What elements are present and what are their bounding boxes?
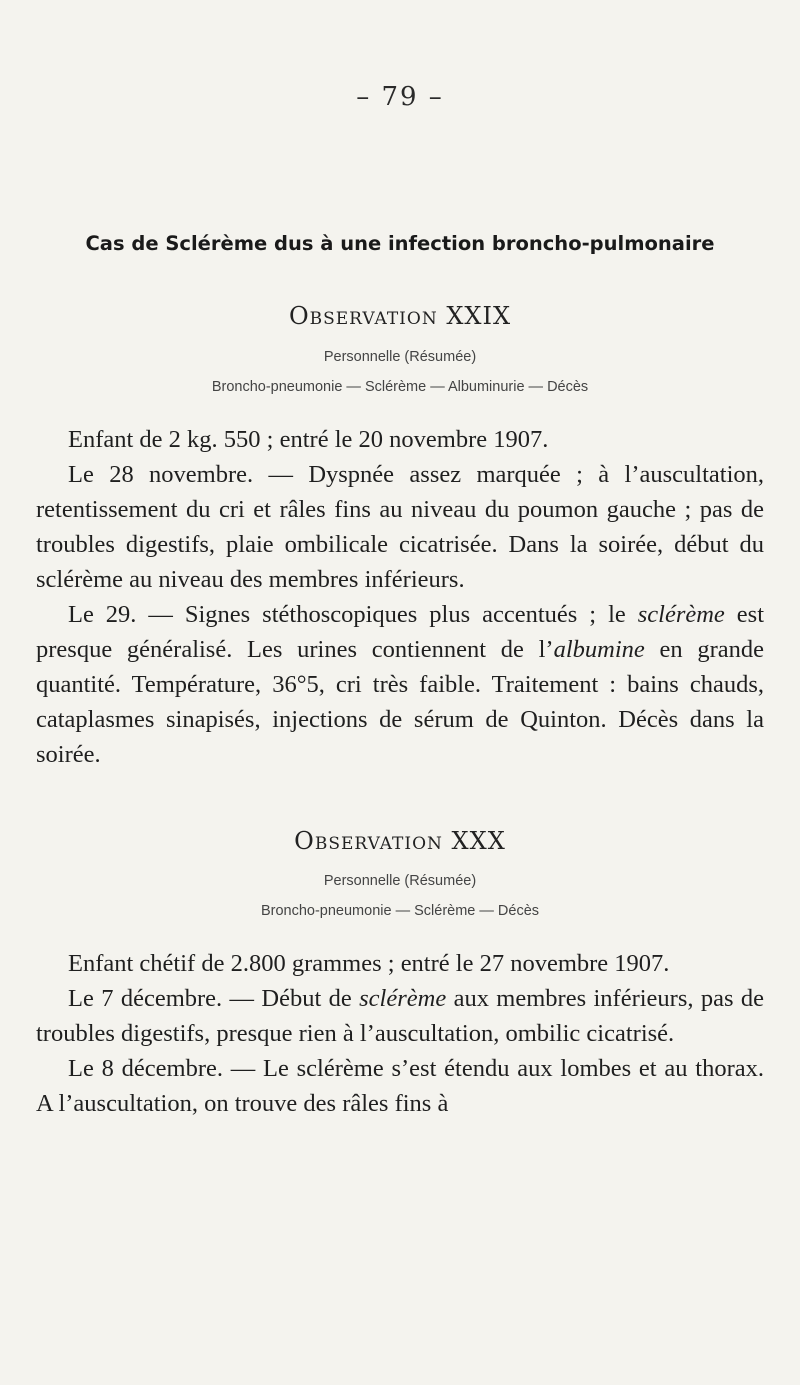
italic-term: sclérème xyxy=(359,985,447,1012)
observation-heading: Observation XXX xyxy=(294,827,506,855)
text-run: aux membres inférieurs, pas de troubles digestifs, presque rien à l’auscultation, ombilic cicatrisé. xyxy=(36,985,764,1047)
paragraph: Enfant de 2 kg. 550 ; entré le 20 novembre 1907. xyxy=(68,426,549,453)
paragraph xyxy=(36,597,764,772)
page-number: – 79 – xyxy=(356,82,444,112)
paragraph: Le 28 novembre. — Dyspnée assez marquée ; à l’auscultation, retentissement du cri et râles fins au niveau du poumon gauche ; pas de troubles digestifs, plaie ombilicale cicatrisée. Dans la soirée, début du sclérème au niveau des membres inférieurs. xyxy=(36,461,764,593)
observation-type: Personnelle (Résumée) xyxy=(323,349,477,365)
italic-term: albumine xyxy=(553,636,645,663)
observation-keywords: Broncho-pneumonie — Sclérème — Décès xyxy=(260,903,540,919)
observation-body xyxy=(36,422,764,772)
text-run: Le 29. — Signes stéthoscopiques plus accentués ; le xyxy=(68,601,638,628)
paragraph: Enfant chétif de 2.800 grammes ; entré le 27 novembre 1907. xyxy=(68,950,670,977)
paragraph xyxy=(36,981,764,1051)
text-run: est presque généralisé. Les urines contiennent de l’ xyxy=(36,601,764,663)
italic-term: sclérème xyxy=(637,601,725,628)
text-run: en grande quantité. Température, 36°5, cri très faible. Traitement : bains chauds, cataplasmes sinapisés, injections de sérum de Quinton. Décès dans la soirée. xyxy=(36,636,764,768)
text-run: Le 7 décembre. — Début de xyxy=(68,985,360,1012)
observation-keywords: Broncho-pneumonie — Sclérème — Albuminurie — Décès xyxy=(211,379,589,395)
observation-heading: Observation XXIX xyxy=(288,302,512,330)
section-title: Cas de Sclérème dus à une infection broncho-pulmonaire xyxy=(85,232,715,255)
paragraph: Le 8 décembre. — Le sclérème s’est étendu aux lombes et au thorax. A l’auscultation, on trouve des râles fins à xyxy=(36,1055,764,1117)
observation-body xyxy=(36,946,764,1121)
observation-type: Personnelle (Résumée) xyxy=(323,873,477,889)
